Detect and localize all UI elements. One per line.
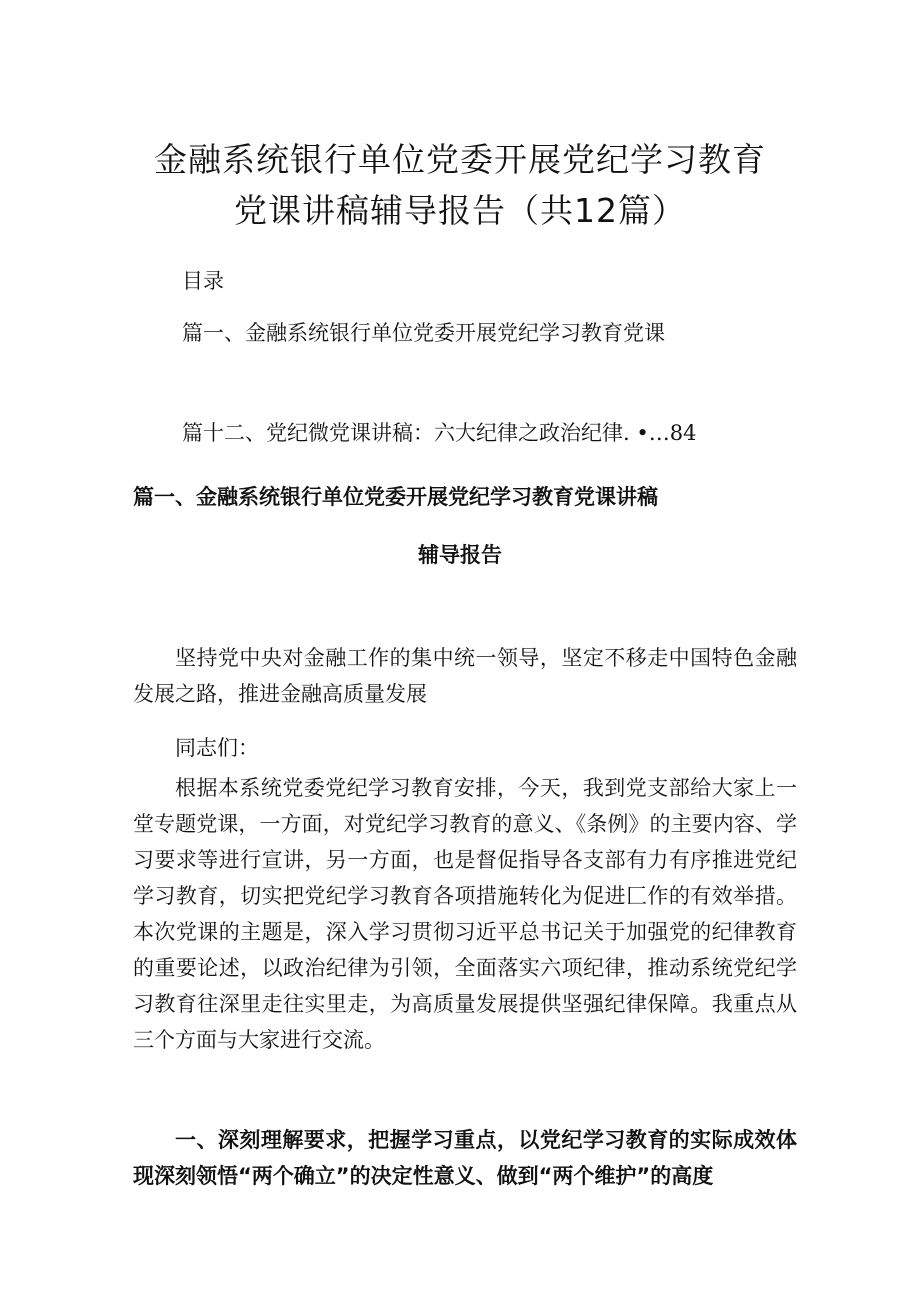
toc-item-12[interactable]: 篇十二、党纪微党课讲稿：六大纪律之政治纪律. •…84: [182, 421, 697, 445]
toc-label: 目录: [182, 269, 224, 293]
main-paragraph: 根据本系统党委党纪学习教育安排，今天，我到党支部给大家上一堂专题党课，一方面，对党纪学习教育的意义、《条例》的主要内容、学习要求等进行宣讲，另一方面，也是督促指导各支部有力有序推进党纪学习教育，切实把党纪学习教育各项措施转化为促进匚作的有效举措。本次党课的主题是，深入学习贯彻习近平总书记关于加强党的纪律教育的重要论述，以政治纪律为引领，全面落实六项纪律，推动系统党纪学习教育往深里走往实里走，为高质量发展提供坚强纪律保障。我重点从三个方面与大家进行交流。: [133, 776, 797, 1052]
toc-item-1[interactable]: 篇一、金融系统银行单位党委开展党纪学习教育党课: [182, 321, 665, 345]
subsection-heading-one: 一、深刻理解要求，把握学习重点，以党纪学习教育的实际成效体现深刻领悟“两个确立”的决定性意义、做到“两个维护”的高度: [133, 1128, 797, 1188]
section-heading-line-1: 篇一、金融系统银行单位党委开展党纪学习教育党课讲稿: [133, 485, 658, 509]
lead-paragraph: 坚持党中央对金融工作的集中统一领导，坚定不移走中国特色金融发展之路，推进金融高质量发展: [133, 646, 797, 706]
greeting-paragraph: 同志们：: [175, 736, 259, 760]
document-title-line-2: 党课讲稿辅导报告（共12篇）: [234, 191, 686, 230]
section-heading-line-2: 辅导报告: [418, 543, 502, 567]
document-title-line-1: 金融系统银行单位党委开展党纪学习教育: [154, 140, 766, 179]
